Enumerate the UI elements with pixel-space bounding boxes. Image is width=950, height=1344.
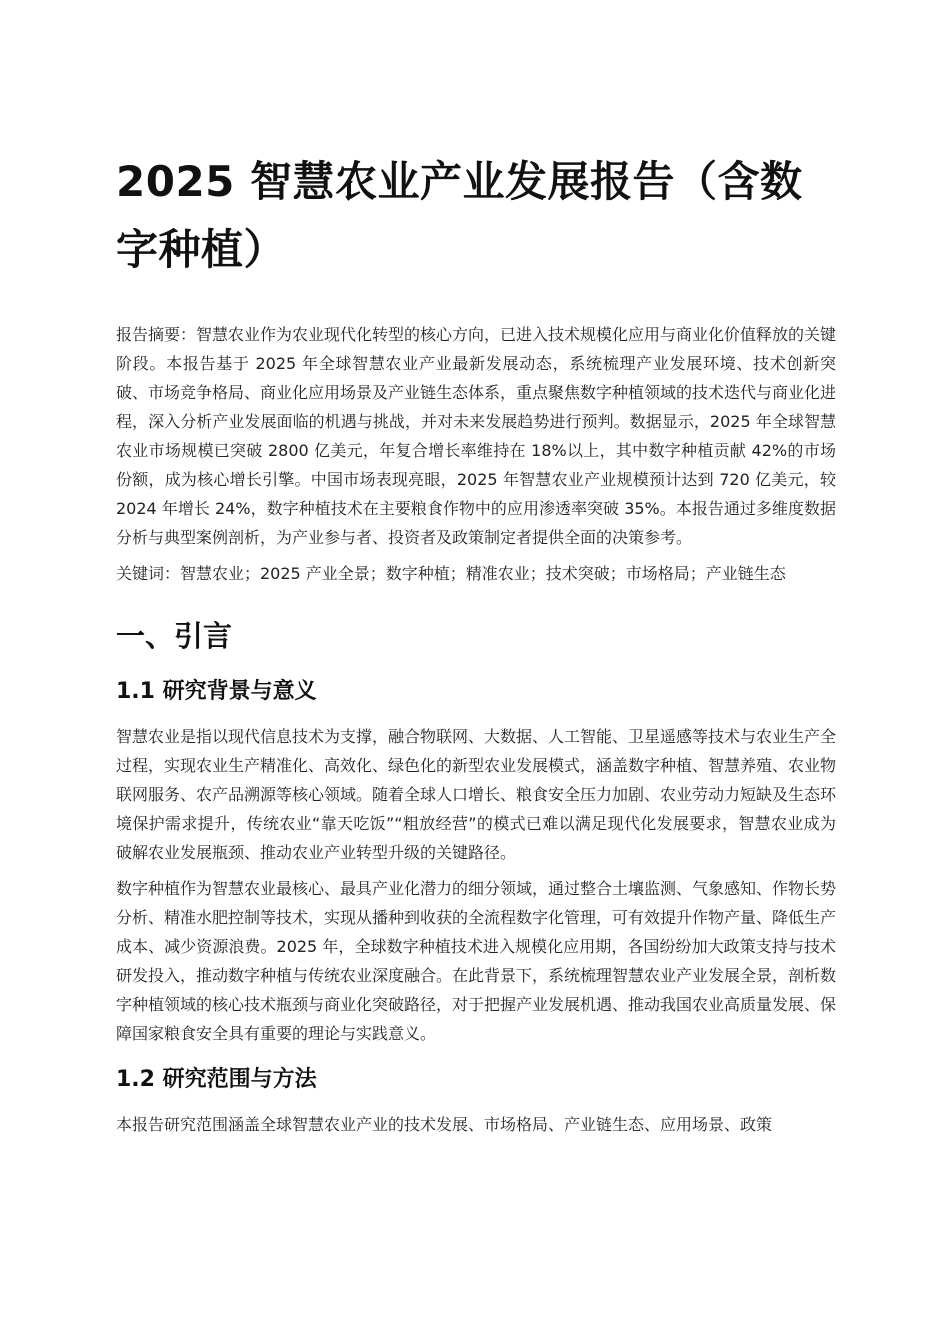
body-paragraph: 本报告研究范围涵盖全球智慧农业产业的技术发展、市场格局、产业链生态、应用场景、政策: [116, 1115, 773, 1134]
body-paragraph: 智慧农业是指以现代信息技术为支撑，融合物联网、大数据、人工智能、卫星遥感等技术与农业生产全过程，实现农业生产精准化、高效化、绿色化的新型农业发展模式，涵盖数字种植、智慧养殖、农业物联网服务、农产品溯源等核心领域。随着全球人口增长、粮食安全压力加剧、农业劳动力短缺及生态环境保护需求提升，传统农业“靠天吃饭”“粗放经营”的模式已难以满足现代化发展要求，智慧农业成为破解农业发展瓶颈、推动农业产业转型升级的关键路径。: [116, 727, 837, 862]
keywords-paragraph: 关键词：智慧农业；2025 产业全景；数字种植；精准农业；技术突破；市场格局；产业链生态: [116, 564, 786, 583]
document-title: 2025 智慧农业产业发展报告（含数字种植）: [116, 157, 803, 274]
subsection-heading-scope: 1.2 研究范围与方法: [116, 1067, 317, 1092]
body-paragraph: 数字种植作为智慧农业最核心、最具产业化潜力的细分领域，通过整合土壤监测、气象感知、作物长势分析、精准水肥控制等技术，实现从播种到收获的全流程数字化管理，可有效提升作物产量、降低生产成本、减少资源浪费。2025 年，全球数字种植技术进入规模化应用期，各国纷纷加大政策支持与技术研发投入，推动数字种植与传统农业深度融合。在此背景下，系统梳理智慧农业产业发展全景，剖析数字种植领域的核心技术瓶颈与商业化突破路径，对于把握产业发展机遇、推动我国农业高质量发展、保障国家粮食安全具有重要的理论与实践意义。: [116, 879, 837, 1043]
abstract-paragraph: 报告摘要：智慧农业作为农业现代化转型的核心方向，已进入技术规模化应用与商业化价值释放的关键阶段。本报告基于 2025 年全球智慧农业产业最新发展动态，系统梳理产业发展环境、技术创新突破、市场竞争格局、商业化应用场景及产业链生态体系，重点聚焦数字种植领域的技术迭代与商业化进程，深入分析产业发展面临的机遇与挑战，并对未来发展趋势进行预判。数据显示，2025 年全球智慧农业市场规模已突破 2800 亿美元，年复合增长率维持在 18%以上，其中数字种植贡献 42%的市场份额，成为核心增长引擎。中国市场表现亮眼，2025 年智慧农业产业规模预计达到 720 亿美元，较 2024 年增长 24%，数字种植技术在主要粮食作物中的应用渗透率突破 35%。本报告通过多维度数据分析与典型案例剖析，为产业参与者、投资者及政策制定者提供全面的决策参考。: [116, 325, 837, 547]
subsection-heading-background: 1.1 研究背景与意义: [116, 679, 317, 704]
section-heading-introduction: 一、引言: [116, 619, 233, 653]
